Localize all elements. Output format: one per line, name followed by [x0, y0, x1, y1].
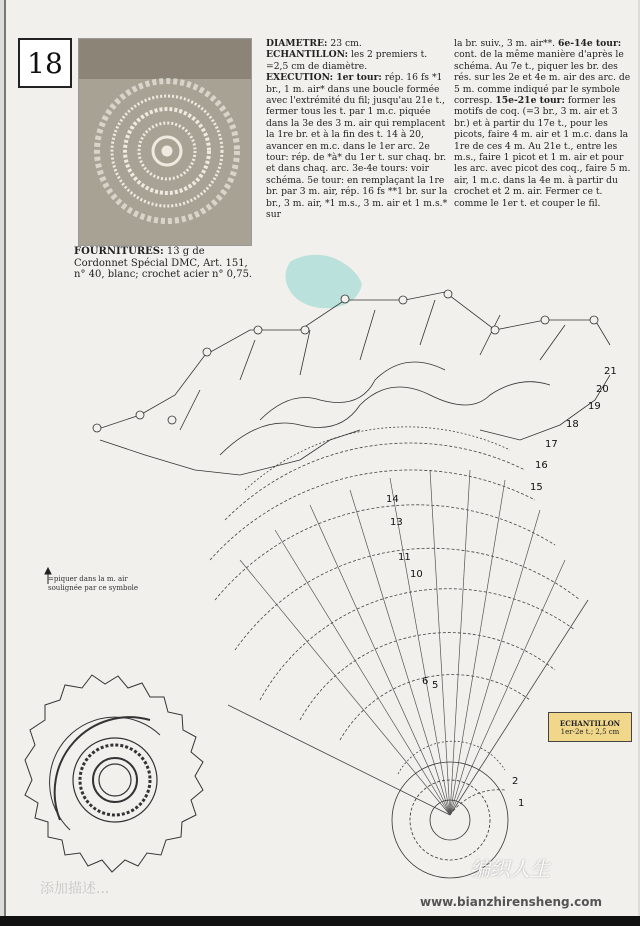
row-number: 18	[566, 419, 579, 430]
watermark-url: www.bianzhirensheng.com	[420, 895, 603, 909]
picot-marks	[93, 290, 598, 432]
row-number: 2	[512, 776, 519, 787]
footer-bar	[0, 916, 640, 926]
execution-label: EXECUTION: 1er tour:	[266, 72, 382, 84]
row-number: 16	[535, 460, 548, 471]
row-number: 5	[432, 680, 439, 691]
gauge-label: ECHANTILLON:	[266, 49, 349, 61]
row-number: 20	[596, 384, 609, 395]
rows-6-14-label: 6e-14e tour:	[558, 38, 622, 49]
diameter-label: DIAMETRE:	[266, 38, 328, 49]
row-numbers	[386, 366, 617, 809]
watermark-logo: 编织人生	[470, 857, 550, 881]
rows-15-21-text: former les motifs de coq. (=3 br., 3 m. air et 3 br.) et à partir du 17e t., pour les picots, faire 4 m. air et 1 m.c. dans la 1re de ces 4 m. Au 21e t., entre les m.s., faire 1 picot et 1 m. air et pour les arc. avec picot des coq., faire 5 m. air, 1 m.c. dans la 4e m. à partir du crochet et 2 m. air. Fermer ce t. comme le 1er t. et couper le fil.	[454, 95, 631, 209]
diameter-value: 23 cm.	[327, 38, 362, 49]
col2-text-0: la br. suiv., 3 m. air**.	[454, 38, 559, 49]
row-number: 14	[386, 494, 399, 505]
row-number: 21	[604, 366, 617, 377]
scallop-edges	[95, 292, 610, 475]
legend-text: =piquer dans la m. air soulignée par ce symbole	[48, 575, 139, 592]
materials-label: FOURNITURES:	[74, 246, 164, 257]
row-number: 17	[545, 439, 558, 450]
row-number: 1	[518, 798, 525, 809]
pattern-number: 18	[18, 38, 72, 88]
rows-15-21-label: 15e-21e tour:	[495, 95, 565, 107]
execution-text: rép. 16 fs *1 br., 1 m. air* dans une boucle formée avec l'extrémité du fil; jusqu'au 21e t., fermer tous les t. par 1 m.c. piquée dans la 3e des 3 m. air qui remplacent la 1re br. et à la fin des t. 14 à 20, avancer en m.c. dans le 1er arc. 2e tour: rép. de *à* du 1er t. sur chaq. br. et dans chaq. arc. 3e-4e tours: voir schéma. 5e tour: en remplaçant la 1re br. par 3 m. air, rép. 16 fs **1 br. sur la br., 3 m. air, *1 m.s., 3 m. air et 1 m.s.* sur	[266, 72, 448, 221]
row-number: 11	[398, 552, 411, 563]
gauge-box-text: 1er-2e t.; 2,5 cm	[560, 727, 620, 736]
row-number: 13	[390, 517, 403, 528]
gauge-value: les 2 premiers t. =2,5 cm de diamètre.	[266, 49, 428, 72]
row-number: 6	[422, 676, 429, 687]
row-number: 15	[530, 482, 543, 493]
add-description-caption[interactable]: 添加描述...	[40, 881, 110, 897]
gauge-box-title: ECHANTILLON	[559, 718, 621, 728]
gauge-box	[548, 712, 632, 742]
construction-diagram	[25, 675, 203, 872]
rows-6-14-text: cont. de la même manière d'après le schéma. Au 7e t., piquer les br. des rés. sur les 2e et 4e m. air des arc. de 5 m. comme indiqué par le symbole corresp.	[454, 49, 631, 107]
row-number: 19	[588, 401, 601, 412]
materials-body: 13 g de Cordonnet Spécial DMC, Art. 151, n° 40, blanc; crochet acier n° 0,75.	[74, 246, 253, 280]
row-number: 10	[410, 569, 423, 580]
